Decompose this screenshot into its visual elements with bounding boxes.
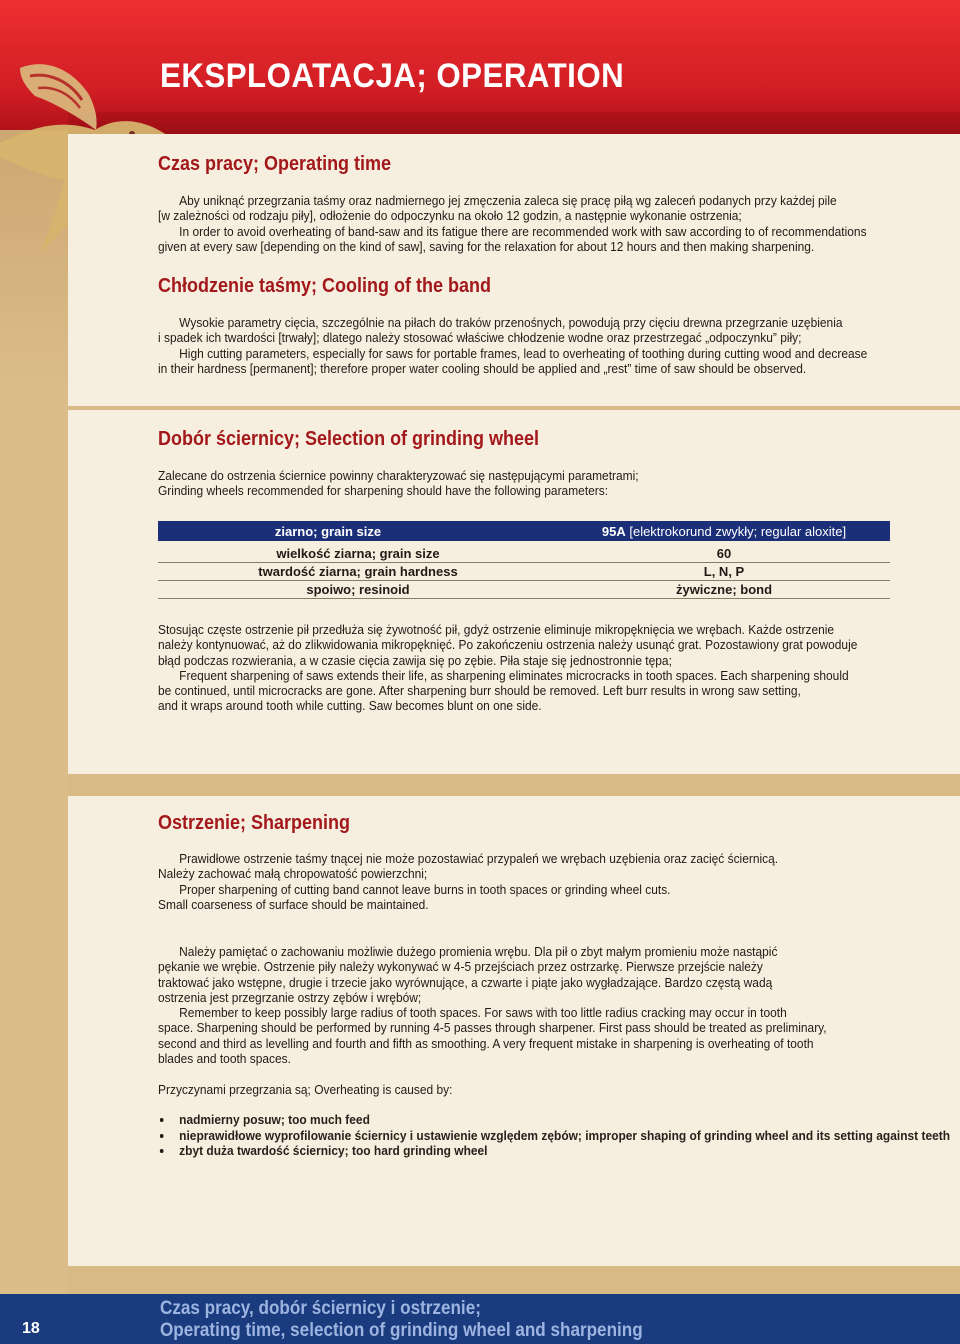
- text-line: Remember to keep possibly large radius of tooth spaces. For saws with too little radius cracking may occur in tooth: [179, 1005, 787, 1021]
- table-cell-value: żywiczne; bond: [675, 582, 773, 597]
- text-line: Należy zachować małą chropowatość powierzchni;: [158, 866, 428, 882]
- page-title: EKSPLOATACJA; OPERATION: [160, 57, 625, 95]
- table-cell-param: wielkość ziarna; grain size: [276, 546, 440, 561]
- section-title-grinding-wheel: Dobór ściernicy; Selection of grinding wheel: [158, 428, 540, 450]
- table-row: [158, 581, 890, 599]
- text-line: Należy pamiętać o zachowaniu możliwie dużego promienia wrębu. Dla pił o zbyt małym promieniu może nastąpić: [179, 944, 778, 959]
- text-line: blades and tooth spaces.: [158, 1051, 291, 1067]
- text-line: Small coarseness of surface should be maintained.: [158, 896, 429, 912]
- text-line: Aby uniknąć przegrzania taśmy oraz nadmiernego jej zmęczenia zaleca się pracę piłą wg zaleceń podanych przy każdej pile: [179, 193, 837, 208]
- text-line: [w zależności od rodzaju piły], odłożenie do odpoczynku na około 12 godzin, a następnie wykonanie ostrzenia;: [158, 208, 742, 224]
- text-line: In order to avoid overheating of band-saw and its fatigue there are recommended work with saw according to of recommendations: [179, 223, 867, 239]
- text-line: należy kontynuować, aż do zlikwidowania mikropęknięć. Po zakończeniu ostrzenia należy usunąć grat. Pozostawiony grat powoduje: [158, 637, 858, 653]
- text-line: pękanie we wrębie. Ostrzenie piły należy wykonywać w 4-5 przejściach przez ostrzarkę. Pierwsze przejście należy: [158, 959, 763, 975]
- footer-title-line: Operating time, selection of grinding wheel and sharpening: [160, 1320, 643, 1341]
- table-cell-param: twardość ziarna; grain hardness: [258, 564, 458, 579]
- text-line: be continued, until microcracks are gone. After sharpening burr should be removed. Left burr results in wrong saw setting,: [158, 683, 801, 699]
- table-header-param: ziarno; grain size: [274, 523, 382, 539]
- paragraph-frequent-sharpening: [158, 622, 894, 714]
- text-line: Frequent sharpening of saws extends their life, as sharpening eliminates microcracks in tooth spaces. Each sharpening should: [179, 667, 849, 683]
- text-line: space. Sharpening should be performed by running 4-5 passes through sharpener. First pass should be treated as preliminary,: [158, 1020, 827, 1036]
- text-line: and it wraps around tooth while cutting. Saw becomes blunt on one side.: [158, 698, 542, 714]
- table-header-row: [158, 521, 890, 541]
- table-row: [158, 563, 890, 581]
- table-cell-value: 60: [716, 546, 732, 561]
- list-item: nieprawidłowe wyprofilowanie ściernicy i ustawienie względem zębów; improper shaping of grinding wheel and its setting against teeth: [158, 1128, 894, 1144]
- section-title-sharpening: Ostrzenie; Sharpening: [158, 812, 351, 834]
- paragraph-grinding-intro: [158, 468, 894, 499]
- table-cell-value: L, N, P: [703, 564, 745, 579]
- text-line: Zalecane do ostrzenia ściernice powinny charakteryzować się następującymi parametrami;: [158, 468, 639, 483]
- text-line: traktować jako wstępne, drugie i trzecie jako wyrównujące, a czwarte i piąte jako wygładzające. Bardzo częstą wadą: [158, 974, 773, 990]
- paragraph-operating-time: [158, 193, 894, 254]
- paragraph-overheating-causes: [158, 1082, 894, 1097]
- text-line: Wysokie parametry cięcia, szczególnie na piłach do traków przenośnych, powodują przy cięciu drewna przegrzanie uzębienia: [179, 315, 843, 330]
- text-line: High cutting parameters, especially for saws for portable frames, lead to overheating of toothing during cutting wood and decrease: [179, 345, 868, 361]
- text-line: given at every saw [depending on the kind of saw], saving for the relaxation for about 12 hours and then making sharpening.: [158, 238, 815, 254]
- section-title-cooling: Chłodzenie taśmy; Cooling of the band: [158, 275, 491, 297]
- footer-title: [160, 1298, 643, 1342]
- table-header-value-desc: [elektrokorund zwykły; regular aloxite]: [625, 523, 847, 539]
- text-line: ostrzenia jest przegrzanie ostrzy zębów i wrębów;: [158, 989, 422, 1005]
- grinding-wheel-table: [158, 521, 890, 599]
- page-number: 18: [22, 1320, 40, 1337]
- text-line: i spadek ich twardości [trwały]; dlatego należy stosować właściwe chłodzenie wodne oraz przestrzegać „odpoczynku” piły;: [158, 330, 802, 346]
- table-header-value: [558, 524, 890, 539]
- table-header-value-code: 95A: [601, 523, 626, 539]
- text-line: Przyczynami przegrzania są; Overheating is caused by:: [158, 1082, 453, 1097]
- table-row: [158, 545, 890, 563]
- text-line: Prawidłowe ostrzenie taśmy tnącej nie może pozostawiać przypaleń we wrębach uzębienia oraz zacięć ściernicą.: [179, 851, 779, 866]
- text-line: Proper sharpening of cutting band cannot leave burns in tooth spaces or grinding wheel cuts.: [179, 881, 671, 897]
- paragraph-tooth-radius: [158, 944, 894, 1066]
- text-line: Grinding wheels recommended for sharpening should have the following parameters:: [158, 483, 609, 499]
- text-line: second and third as levelling and fourth and fifth as smoothing. A very frequent mistake in sharpening is overheating of tooth: [158, 1035, 814, 1051]
- paragraph-cooling: [158, 315, 894, 376]
- table-cell-param: spoiwo; resinoid: [306, 582, 410, 597]
- text-line: Stosując częste ostrzenie pił przedłuża się żywotność pił, gdyż ostrzenie eliminuje mikropęknięcia we wrębach. Każde ostrzenie: [158, 622, 835, 637]
- footer-title-line: Czas pracy, dobór ściernicy i ostrzenie;: [160, 1298, 481, 1319]
- paragraph-sharpening: [158, 851, 894, 912]
- text-line: błąd podczas rozwierania, a w czasie cięcia zawija się po zębie. Piła staje się jednostronnie tępa;: [158, 652, 672, 668]
- list-item: zbyt duża twardość ściernicy; too hard grinding wheel: [158, 1143, 894, 1159]
- overheating-causes-list: [158, 1112, 951, 1159]
- header-shadow-band: [68, 112, 960, 134]
- list-item: nadmierny posuw; too much feed: [158, 1112, 894, 1128]
- section-title-operating-time: Czas pracy; Operating time: [158, 153, 392, 175]
- text-line: in their hardness [permanent]; therefore proper water cooling should be applied and „rest” time of saw should be observed.: [158, 360, 807, 376]
